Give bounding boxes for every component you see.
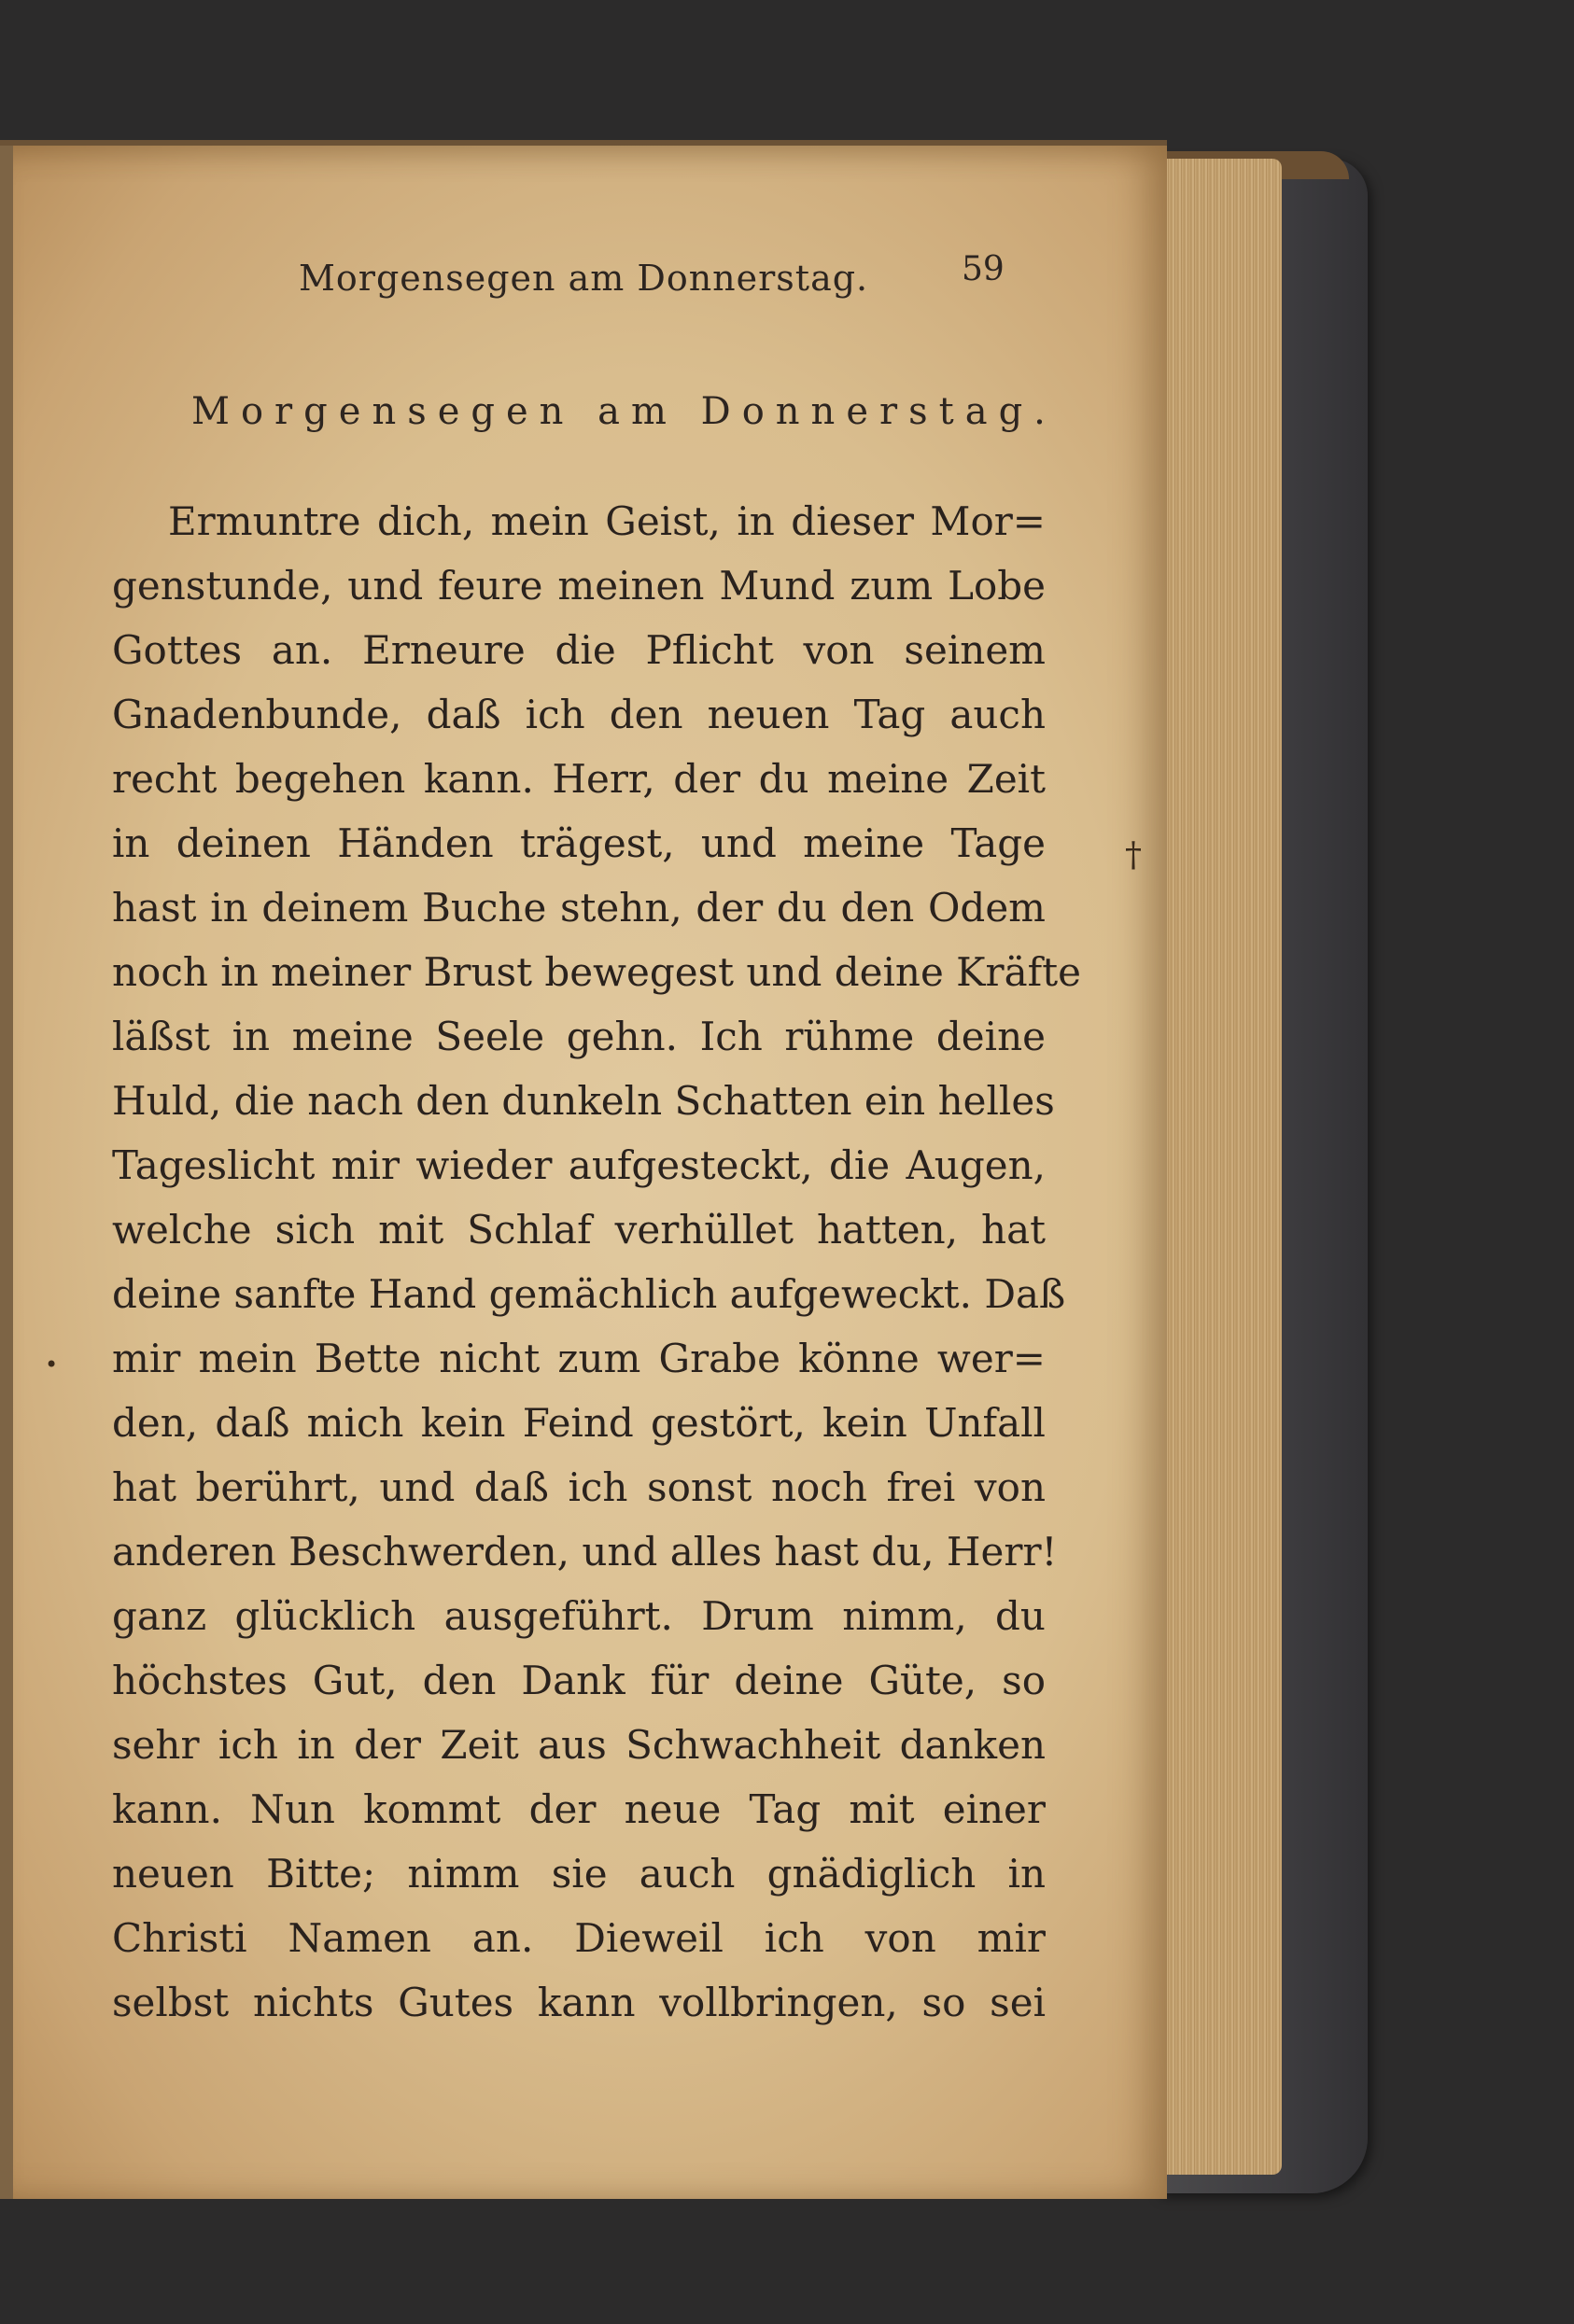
- text-line: hat berührt, und daß ich sonst noch frei von: [112, 1464, 1046, 1510]
- text-line: welche sich mit Schlaf verhüllet hatten, hat: [112, 1207, 1046, 1253]
- text-line: kann. Nun kommt der neue Tag mit einer: [112, 1786, 1046, 1832]
- text-line: selbst nichts Gutes kann vollbringen, so sei: [112, 1980, 1046, 2025]
- text-line: genstunde, und feure meinen Mund zum Lobe: [112, 563, 1046, 609]
- text-line: Ermuntre dich, mein Geist, in dieser Mor=: [168, 498, 1046, 544]
- page-gutter: [0, 146, 13, 2199]
- text-line: noch in meiner Brust bewegest und deine Kräfte: [112, 949, 1081, 995]
- text-line: Gottes an. Erneure die Pflicht von seinem: [112, 627, 1046, 673]
- text-line: recht begehen kann. Herr, der du meine Zeit: [112, 756, 1046, 802]
- margin-ink-mark: †: [1125, 836, 1142, 875]
- text-line: den, daß mich kein Feind gestört, kein Unfall: [112, 1400, 1046, 1446]
- section-heading: Morgensegen am Donnerstag.: [191, 390, 1057, 433]
- text-line: Huld, die nach den dunkeln Schatten ein helles: [112, 1078, 1055, 1124]
- page-block-edges: [1156, 159, 1282, 2175]
- text-line: mir mein Bette nicht zum Grabe könne wer=: [112, 1336, 1046, 1381]
- text-line: in deinen Händen trägest, und meine Tage: [112, 820, 1046, 866]
- text-line: Christi Namen an. Dieweil ich von mir: [112, 1915, 1046, 1961]
- text-line: deine sanfte Hand gemächlich aufgeweckt. Daß: [112, 1271, 1066, 1317]
- text-line: ganz glücklich ausgeführt. Drum nimm, du: [112, 1593, 1046, 1639]
- text-line: höchstes Gut, den Dank für deine Güte, so: [112, 1658, 1046, 1703]
- text-line: hast in deinem Buche stehn, der du den Odem: [112, 885, 1046, 931]
- text-line: anderen Beschwerden, und alles hast du, Herr!: [112, 1529, 1058, 1575]
- book-page: [0, 140, 1167, 2199]
- text-line: läßst in meine Seele gehn. Ich rühme deine: [112, 1014, 1046, 1059]
- text-line: sehr ich in der Zeit aus Schwachheit danken: [112, 1722, 1046, 1768]
- page-number: 59: [962, 250, 1005, 288]
- text-line: Tageslicht mir wieder aufgesteckt, die Augen,: [112, 1142, 1046, 1188]
- text-line: neuen Bitte; nimm sie auch gnädiglich in: [112, 1851, 1046, 1897]
- text-line: Gnadenbunde, daß ich den neuen Tag auch: [112, 692, 1046, 737]
- body-text: [112, 489, 1081, 2035]
- margin-dot: •: [45, 1351, 59, 1378]
- book: [0, 140, 1372, 2193]
- running-head: Morgensegen am Donnerstag.: [299, 258, 869, 299]
